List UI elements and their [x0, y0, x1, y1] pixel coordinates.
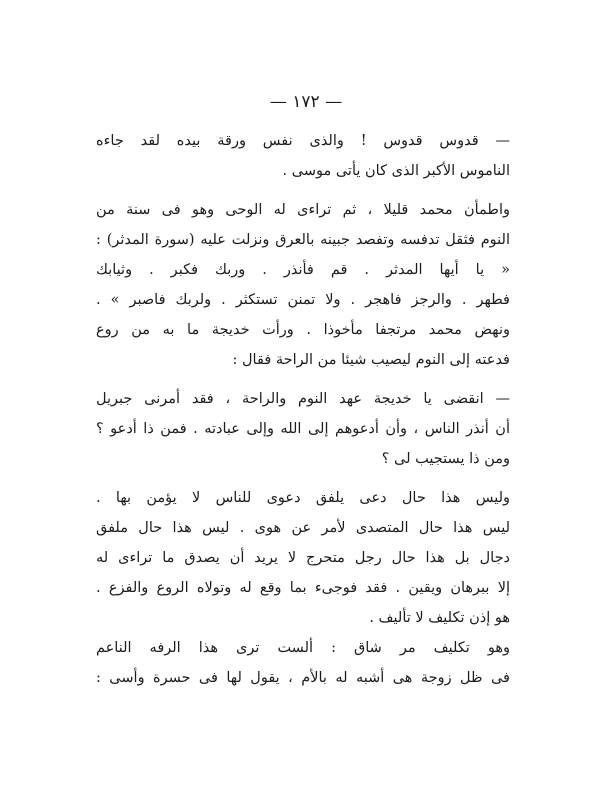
- text-line: الناموس الأكبر الذى كان يأتى موسى .: [282, 163, 510, 179]
- text-line: فطهر . والرجز فاهجر . ولا تمنن تستكثر . ولربك فاصبر » .: [96, 292, 510, 308]
- text-line: — انقضى يا خديجة عهد النوم والراحة ، فقد أمرنى جبريل: [96, 391, 510, 407]
- text-line: ومن ذا يستجيب لى ؟: [381, 451, 510, 467]
- text-line: — قدوس قدوس ! والذى نفس ورقة بيده لقد جاءه: [96, 133, 510, 149]
- text-line: النوم فثقل تدفسه وتفصد جبينه بالعرق ونزلت عليه (سورة المدثر) :: [96, 232, 510, 248]
- text-line: أن أنذر الناس ، وأن أدعوهم إلى الله وإلى عبادته . فمن ذا أدعو ؟: [96, 421, 510, 437]
- text-line: دجال بل هذا حال رجل متحرج لا يريد أن يصدق ما تراءى له: [96, 550, 510, 566]
- text-line: واطمأن محمد قليلا ، ثم تراءى له الوحى وهو فى سنة من: [96, 202, 510, 218]
- text-line: « يا أيها المدثر . قم فأنذر . وربك فكبر . وثيابك: [96, 262, 510, 278]
- text-line: فدعته إلى النوم ليصيب شيئا من الراحة فقال :: [232, 352, 510, 368]
- text-line: وهو تكليف مر شاق : ألست ترى هذا الرفه الناعم: [96, 640, 510, 656]
- page-body: [96, 126, 510, 693]
- text-line: وليس هذا حال دعى يلفق دعوى للناس لا يؤمن بها .: [96, 490, 510, 506]
- text-line: هو إذن تكليف لا تأليف .: [369, 610, 510, 626]
- page-number: — ١٧٢ —: [269, 92, 343, 112]
- text-line: ونهض محمد مرتجفا مأخوذا . ورأت خديجة ما به من روع: [96, 322, 510, 338]
- text-line: ليس هذا حال المتصدى لأمر عن هوى . ليس هذا حال ملفق: [96, 520, 510, 536]
- text-line: فى ظل زوجة هى أشبه له بالأم ، يقول لها فى حسرة وأسى :: [96, 670, 510, 686]
- text-line: إلا ببرهان ويقين . فقد فوجىء بما وقع له وتولاه الروع والفزع .: [96, 580, 510, 596]
